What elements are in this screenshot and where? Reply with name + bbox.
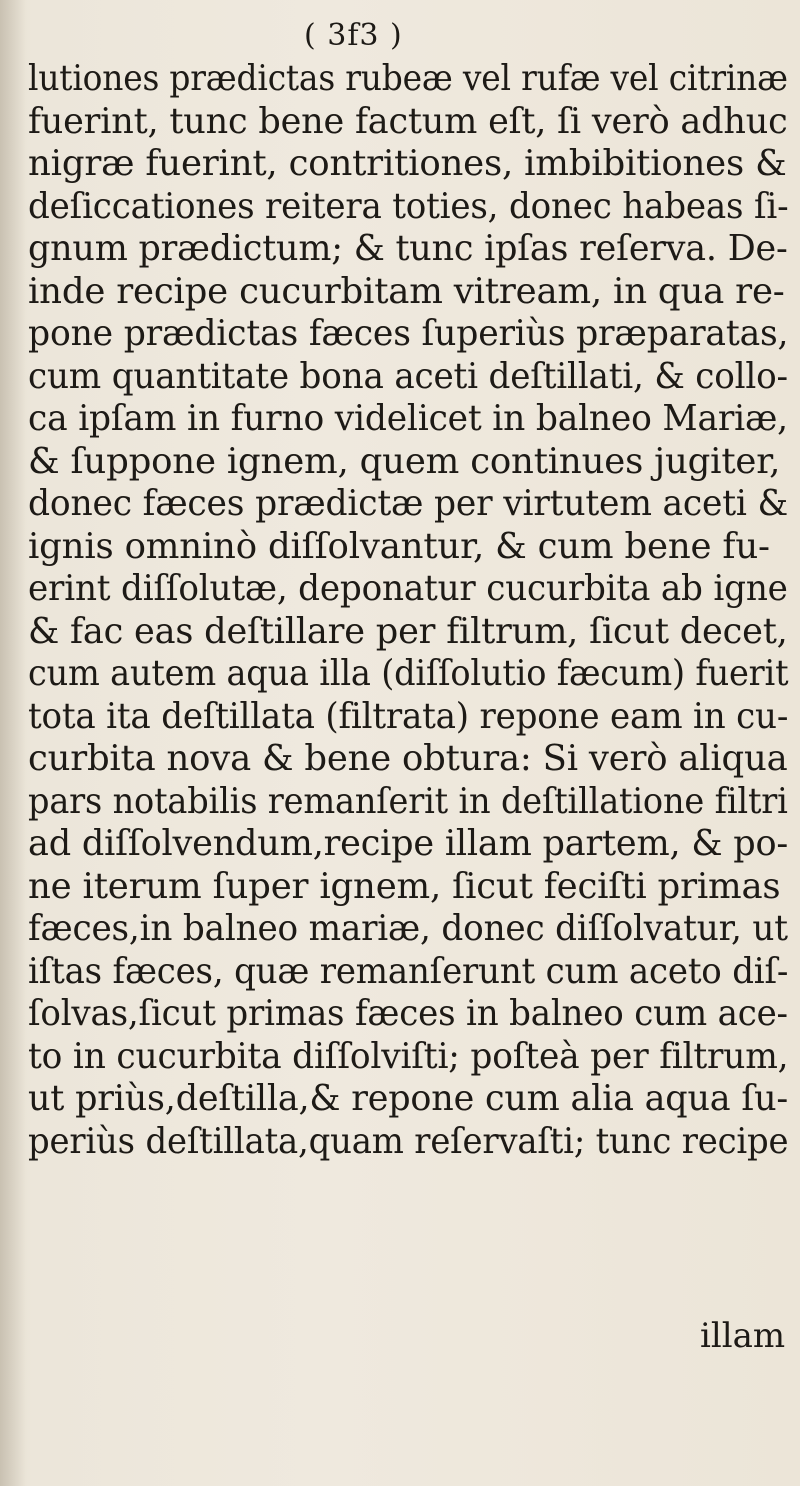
text-line: ſolvas,ſicut primas fæces in balneo cum ace- (28, 993, 788, 1034)
text-line: nigræ fuerint, contritiones, imbibitiones & (28, 143, 787, 184)
text-line: donec fæces prædictæ per virtutem aceti & (28, 483, 789, 524)
text-line: & ſuppone ignem, quem continues jugiter, (28, 440, 781, 482)
text-line: curbita nova & bene obtura: Si verò aliqua (28, 738, 788, 779)
text-line: inde recipe cucurbitam vitream, in qua re- (28, 270, 785, 312)
catchword: illam (700, 1316, 786, 1356)
text-line: & fac eas deſtillare per filtrum, ſicut decet, (28, 610, 788, 652)
text-line: cum autem aqua illa (diſſolutio fæcum) fuerit (28, 653, 789, 694)
text-line: deſiccationes reitera toties, donec habeas ſi- (28, 185, 789, 227)
text-line: ca ipſam in furno videlicet in balneo Mariæ, (28, 398, 788, 439)
text-line: ne iterum ſuper ignem, ſicut feciſti primas (28, 865, 781, 907)
text-line: ad diſſolvendum,recipe illam partem, & po- (28, 823, 789, 864)
body-text (28, 58, 788, 1163)
text-line: ut priùs,deſtilla,& repone cum alia aqua ſu- (28, 1078, 789, 1119)
text-line: iſtas fæces, quæ remanſerunt cum aceto diſ- (28, 950, 789, 992)
text-line: periùs deſtillata,quam reſervaſti; tunc recipe (28, 1120, 789, 1162)
page-number: ( 3f3 ) (304, 18, 403, 53)
text-line: fæces,in balneo mariæ, donec diſſolvatur, ut (28, 908, 788, 949)
text-line: pone prædictas fæces ſuperiùs præparatas, (28, 313, 789, 354)
text-line: pars notabilis remanſerit in deſtillatione filtri (28, 780, 788, 822)
text-line: lutiones prædictas rubeæ vel rufæ vel citrinæ (28, 58, 788, 99)
gutter-shadow (0, 0, 26, 1486)
text-line: gnum prædictum; & tunc ipſas reſerva. De- (28, 228, 788, 269)
text-line: cum quantitate bona aceti deſtillati, & collo- (28, 355, 788, 397)
text-line: erint diſſolutæ, deponatur cucurbita ab igne (28, 568, 788, 609)
text-line: tota ita deſtillata (filtrata) repone eam in cu- (28, 695, 789, 737)
text-line: to in cucurbita diſſolviſti; poſteà per filtrum, (28, 1035, 789, 1077)
text-line: fuerint, tunc bene factum eſt, ſi verò adhuc (28, 100, 788, 142)
text-line: ignis omninò diſſolvantur, & cum bene fu- (28, 525, 770, 567)
